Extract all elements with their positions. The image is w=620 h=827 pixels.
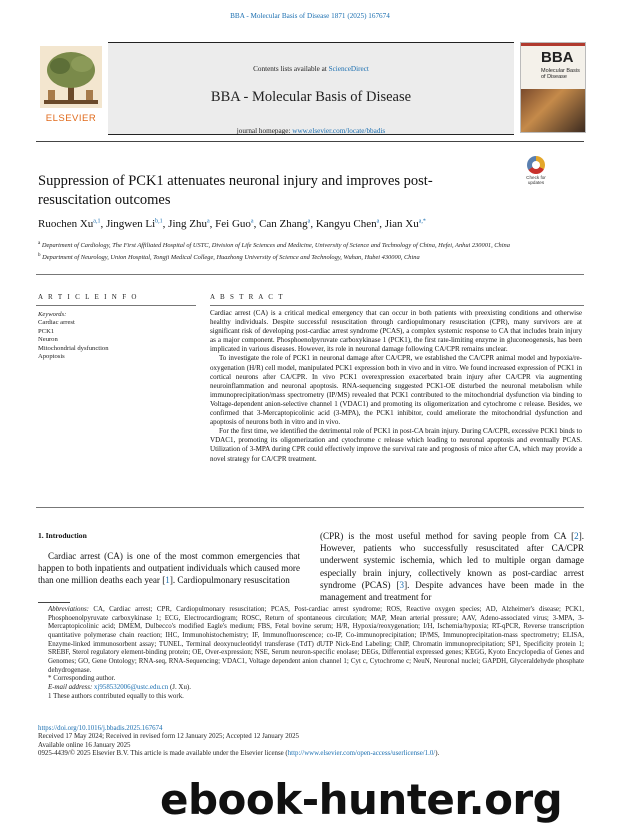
abstract-paragraph: To investigate the role of PCK1 in neuronal damage after CA/CPR, we established the CA/CPR animal model and hypoxia/re-oxygenation (H/R) cell model, manipulated PCK1 expression both in vivo and in vitro. We found increased expression of PCK1 in cortical neurons after CA/CPR. In vivo PCK1 overexpression exacerbated brain injury after CA/CPR via augmenting neuroinflammation and neuronal apoptosis. RNA-sequencing suggested PCK1-OE disturbed the neuronal metabolism while immunoprecipitation/mass spectrometry (IP/MS) revealed that PCK1 contributed to the mitochondrial dysfunction via binding to Voltage-dependent anion-selective channel 1 (VDAC1) and promoting its oligomerization and cytochrome c release. Besides, we confirmed that 3-Mercaptopicolinic acid (3-MPA), the PCK1 inhibitor, could ameliorate the mitochondrial dysfunction and apoptosis of neurons both in vitro and in vivo. [210,354,582,427]
citation-link[interactable]: 2 [574,531,579,541]
abstract-paragraph: For the first time, we identified the detrimental role of PCK1 in post-CA brain injury. During CA/CPR, excessive PCK1 binds to VDAC1, promoting its oligomerization and cytochrome c release which leading to neuronal apoptosis and eventually PCAS. Utilization of 3-MPA during CPR could effectively improve the survival rate and prognosis of mice after CA, which may provide a novel strategy for CA/CPR treatment. [210,427,582,463]
divider [36,305,196,306]
affiliation-mark: b [38,252,41,258]
affiliation-text: Department of Cardiology, The First Affiliated Hospital of USTC, Division of Life Sciences and Medicine, University of Science and Technology of China, Hefei, Anhui 230001, China [41,242,510,250]
abstract-paragraph: Cardiac arrest (CA) is a critical medical emergency that can occur in both patients with preexisting conditions and otherwise healthy individuals. Despite successful resuscitation through cardiopulmonary resuscitation (CPR), many survivors are at significant risk of developing post-cardiac arrest syndrome (PCAS), a complex systemic response to CA that includes brain injury as a major component. Phosphoenolpyruvate carboxykinase 1 (PCK1), the first rate-limiting enzyme in gluconeogenesis, has been implicated in various diseases. However, its role in neuronal damage following CA/CPR remains unclear. [210,309,582,354]
divider [210,305,584,306]
email-footnote [38,683,584,692]
intro-text: ]. Cardiopulmonary resuscitation [169,575,290,586]
author-name[interactable]: Can Zhang [259,218,308,230]
citation-link[interactable]: 1 [165,575,170,586]
affiliation-item [38,252,578,263]
keywords-block [38,311,198,361]
homepage-prefix: journal homepage: [236,127,293,135]
elsevier-wordmark: ELSEVIER [45,113,97,124]
affiliation-mark: a [38,241,41,246]
author-affiliation-mark[interactable]: a [250,218,254,225]
abstract-heading: A B S T R A C T [210,293,285,301]
author-affiliation-mark[interactable]: a [307,218,311,225]
keywords-label: Keywords: [38,311,67,318]
abbreviations-label: Abbreviations: [48,605,89,613]
intro-text: ]. Despite advances have been made in the management and treatment for [320,579,585,603]
check-for-updates-badge[interactable] [521,156,551,190]
author-name[interactable]: Jingwen Li [105,218,156,230]
author-affiliation-mark[interactable]: a,* [418,218,426,225]
introduction-left-column [38,550,300,587]
footnotes [38,605,584,700]
journal-title: BBA - Molecular Basis of Disease [210,89,412,105]
author-affiliation-mark[interactable]: a [206,218,210,225]
introduction-right-column [320,530,584,603]
introduction-heading: 1. Introduction [38,531,87,540]
author-affiliation-mark[interactable]: a,1 [93,218,101,225]
author-name[interactable]: Fei Guo [215,218,251,230]
homepage-line [108,127,514,135]
email-suffix: (J. Xu). [168,682,191,691]
cover-subtitle: Molecular Basis of Disease [541,68,580,81]
author-name[interactable]: Jing Zhu [168,218,207,230]
email-label: E-mail address: [48,682,94,691]
cover-artwork [521,89,585,132]
crossmark-icon [527,156,545,174]
license-suffix: ). [435,749,440,757]
running-head-link[interactable]: BBA - Molecular Basis of Disease 1871 (2025) 167674 [230,12,390,20]
author-name[interactable]: Ruochen Xu [38,218,94,230]
journal-header [36,40,584,133]
journal-homepage-link[interactable]: www.elsevier.com/locate/bbadis [292,127,386,135]
email-link[interactable]: xj958532006@ustc.edu.cn [94,682,169,691]
author-name[interactable]: Jian Xu [384,218,419,230]
keyword: Apoptosis [38,353,65,361]
keyword: PCK1 [38,327,55,335]
divider [36,274,584,275]
abstract-body [210,309,582,464]
intro-text: ]. However, patients who successfully resuscitated after CA/CPR underwent systemic ischemia, which led to multiple organ damage especially brain injury, collectively known as post-cardiac arrest syndrome (PCAS) [ [320,531,584,590]
keyword: Mitochondrial dysfunction [38,344,109,352]
affiliations [38,240,578,263]
license-link[interactable]: http://www.elsevier.com/open-access/userlicense/1.0/ [287,749,436,757]
article-title: Suppression of PCK1 attenuates neuronal injury and improves post-resuscitation outcomes [38,173,433,208]
intro-text: Cardiac arrest (CA) is one of the most common emergencies that happen to both inpatients and outpatient individuals which caused more than one million deaths each year [ [38,551,300,586]
journal-header-band [108,42,514,135]
intro-text: (CPR) is the most useful method for saving people from CA [ [320,531,575,541]
cover-acronym: BBA [541,49,574,66]
citation-link[interactable]: 3 [399,579,405,590]
abbreviations-text: CA, Cardiac arrest; CPR, Cardiopulmonary resuscitation; PCAS, Post-cardiac arrest syndrome; ROS, Reactive oxygen species; AD, Alzheimer's disease; PCK1, Phosphoenolpyruvate carboxykinase 1; ECG, Electrocardiogram; ROSC, Return of spontaneous circulation; MAP, Mean arterial pressure; AAV, Adeno-associated virus; 3-MPA, 3-Mercaptopicolinic acid; DMEM, Dulbecco's modified Eagle's medium; FBS, Fetal bovine serum; H/R, Hypoxia/reoxygenation; I/H, Ischemia/hypoxia; RT-qPCR, Reverse transcription quantitative polymerase chain reaction; IHC, Immunohistochemistry; IF, Immunofluorescence; co-IP, Co-immunoprecipitation; IP/MS, Immunoprecipitation-mass spectrometry; ELISA, Enzyme-linked immunosorbent assay; TUNEL, Terminal deoxynucleotidyl transferase (TdT) dUTP Nick-End Labeling; ChIP, Chromatin immunoprecipitation; SP1, Specificity protein 1; SREBF, Sterol regulatory element-binding protein; OE, Over-expression; NSE, Serum neuron-specific enolase; DEGs, Differential expressed genes; KEGG, Kyoto Encyclopedia of Genes and Genomes; GO, Gene Ontology; RNA-seq, RNA-Sequencing; VDAC1, Voltage dependent anion channel 1; Cyt c, Cytochrome c; NeuN, Neuronal nuclei; GAPDH, Glyceraldehyde phosphate dehydrogenase. [48,605,584,674]
crossmark-label: Check for updates [526,175,546,185]
contents-line [108,65,514,73]
affiliation-text: Department of Neurology, Union Hospital, Tongji Medical College, Huazhong University of Science and Technology, Wuhan, Hubei 430000, China [42,253,420,261]
publication-info [38,725,584,758]
cover-bar [521,43,585,46]
author-affiliation-mark[interactable]: b,1 [155,218,163,225]
abbreviations-footnote [38,605,584,674]
author-name[interactable]: Kangyu Chen [315,218,377,230]
journal-cover-image [520,42,586,133]
doi-link[interactable]: https://doi.org/10.1016/j.bbadis.2025.167674 [38,725,163,732]
divider [36,507,584,508]
license-prefix: 0925-4439/© 2025 Elsevier B.V. This article is made available under the Elsevier license ( [38,749,288,757]
header-rule [36,141,584,142]
sciencedirect-link[interactable]: ScienceDirect [328,65,369,73]
available-online-date: Available online 16 January 2025 [38,741,131,749]
footnote-rule [38,602,70,603]
author-affiliation-mark[interactable]: a [376,218,380,225]
affiliation-item [38,240,578,251]
elsevier-logo [36,40,106,133]
author-list: Ruochen Xu$^{a,1}$, Jingwen Li$^{b,1}$, Jing Zhu$^a$, Fei Guo$^a$, Can Zhang$^a$, Kangyu Chen$^a$, Jian $Xu^{a,*}$ [38,218,426,230]
corresponding-author-note: * Corresponding author. [48,674,116,683]
contents-prefix: Contents lists available at [253,65,329,73]
elsevier-tree-icon [40,46,102,108]
article-info-heading: A R T I C L E I N F O [38,293,139,301]
equal-contribution-note: 1 These authors contributed equally to this work. [48,691,184,700]
keyword: Cardiac arrest [38,319,75,327]
keyword: Neuron [38,336,58,344]
watermark-text: ebook-hunter.org [160,775,563,824]
received-dates: Received 17 May 2024; Received in revised form 12 January 2025; Accepted 12 January 2025 [38,733,300,741]
license-statement [38,750,584,758]
